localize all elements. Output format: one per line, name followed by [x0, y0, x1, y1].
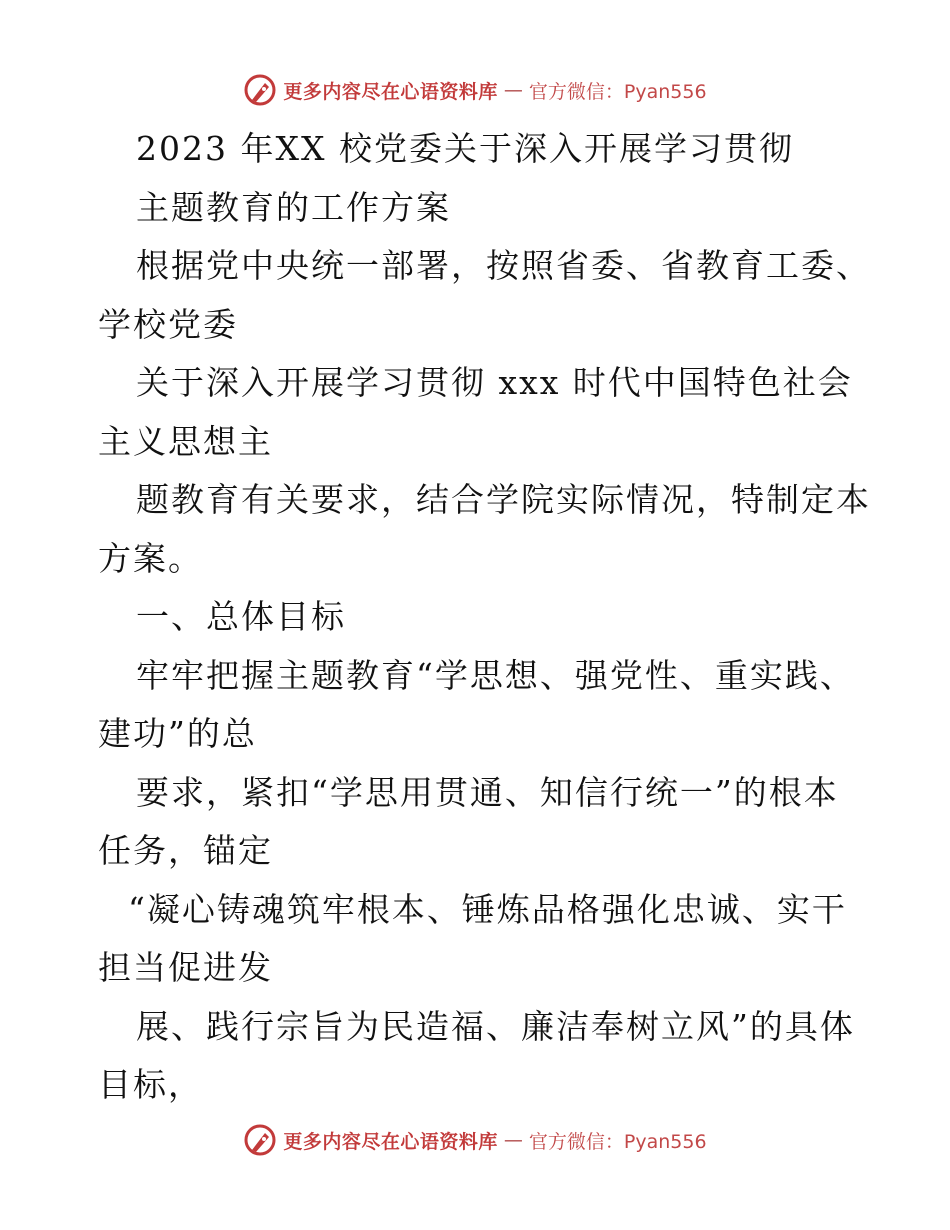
pen-nib-circle-icon	[243, 1123, 277, 1157]
banner-wechat-text: 官方微信：Pyan556	[528, 1130, 707, 1153]
paragraph-line: 根据党中央统一部署，按照省委、省教育工委、	[136, 246, 871, 285]
banner-main-text: 更多内容尽在心语资料库	[283, 1130, 498, 1153]
paragraph-line: 建功”的总	[98, 714, 257, 753]
paragraph-line: 担当促进发	[98, 948, 273, 987]
banner-main-text: 更多内容尽在心语资料库	[283, 80, 498, 103]
paragraph-line: 目标，	[98, 1065, 203, 1104]
paragraph-line: 主义思想主	[98, 421, 273, 461]
banner-wechat-text: 官方微信：Pyan556	[528, 80, 707, 103]
paragraph-line: 题教育有关要求，结合学院实际情况，特制定本	[136, 480, 871, 519]
paragraph-line: 方案。	[98, 538, 203, 578]
header-watermark-banner	[0, 70, 950, 110]
paragraph-line: 牢牢把握主题教育“学思想、强党性、重实践、	[136, 655, 855, 695]
paragraph-line: “凝心铸魂筑牢根本、锤炼品格强化忠诚、实干	[128, 889, 847, 929]
paragraph-line: 任务，锚定	[98, 831, 273, 870]
paragraph-line: 学校党委	[98, 304, 238, 344]
document-body	[98, 120, 871, 1115]
banner-separator: —	[503, 79, 523, 101]
paragraph-line: 要求，紧扣“学思用贯通、知信行统一”的根本	[136, 772, 839, 812]
paragraph-line: 关于深入开展学习贯彻 xxx 时代中国特色社会	[136, 363, 853, 402]
section-heading: 一、总体目标	[136, 597, 346, 636]
paragraph-line: 展、践行宗旨为民造福、廉洁奉树立风”的具体	[136, 1006, 855, 1046]
banner-separator: —	[503, 1129, 523, 1151]
document-title-line-1: 2023 年XX 校党委关于深入开展学习贯彻	[136, 129, 794, 168]
document-title-line-2: 主题教育的工作方案	[136, 187, 451, 227]
pen-nib-circle-icon	[243, 73, 277, 107]
footer-watermark-banner	[0, 1120, 950, 1160]
